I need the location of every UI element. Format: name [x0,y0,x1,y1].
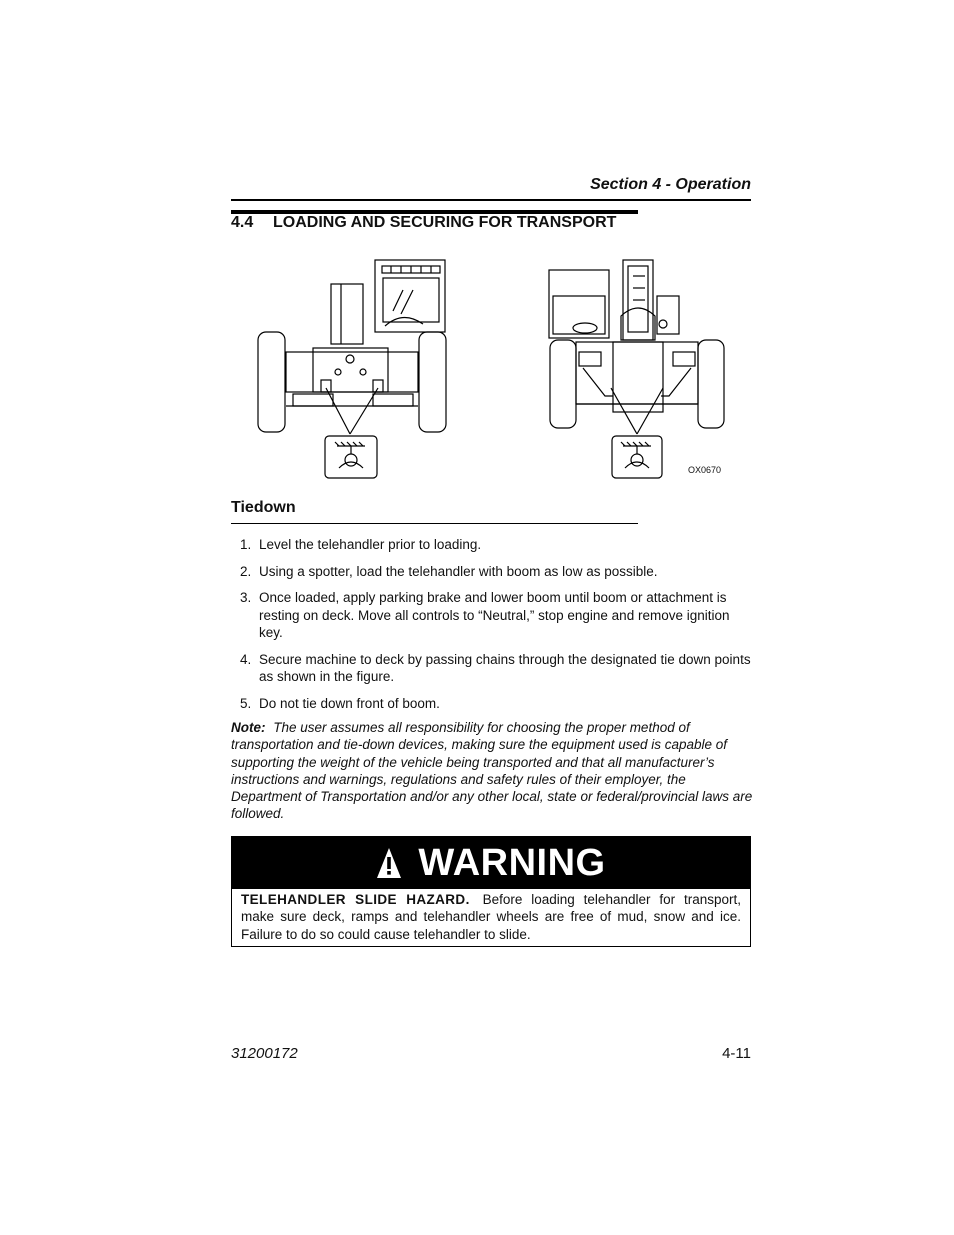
step-number: 2. [240,563,252,579]
step-number: 4. [240,651,252,667]
section-header: Section 4 - Operation [590,176,751,193]
page-number: 4-11 [722,1045,751,1062]
step-text: Using a spotter, load the telehandler with boom as low as possible. [259,563,658,579]
header-rule [231,199,751,201]
machine-rear-view [258,260,446,478]
warning-title: WARNING [418,841,606,884]
warning-banner [232,837,750,889]
step-text: Secure machine to deck by passing chains through the designated tie down points as shown in the figure. [259,651,751,684]
warning-body [232,889,750,943]
warning-lead: TELEHANDLER SLIDE HAZARD. [241,892,470,907]
list-item [240,589,752,642]
figure-code: OX0670 [688,465,722,475]
machine-front-view [549,260,724,478]
list-item [240,651,752,686]
warning-triangle-icon [376,847,402,879]
warning-text: Before loading telehandler for transport, make sure deck, ramps and telehandler wheels are free of mud, snow and ice. Failure to do so could cause telehandler to slide. [241,892,741,942]
note-label: Note: [231,720,266,735]
section-title-text: LOADING AND SECURING FOR TRANSPORT [273,214,617,231]
step-number: 3. [240,590,252,605]
list-item [240,695,752,713]
step-text: Level the telehandler prior to loading. [259,537,482,552]
warning-box [231,836,751,947]
tiedown-rule [231,523,638,524]
tiedown-figure [253,256,733,484]
step-text: Do not tie down front of boom. [259,695,440,711]
list-item [240,563,752,581]
section-title [231,214,616,232]
note-paragraph [231,719,753,823]
section-number: 4.4 [231,214,254,231]
tiedown-heading: Tiedown [231,499,296,516]
step-text: Once loaded, apply parking brake and lower boom until boom or attachment is resting on deck. Move all controls to “Neutral,” stop engine and remove ignition key. [259,590,730,640]
note-text: The user assumes all responsibility for choosing the proper method of transportation and tie-down devices, making sure the equipment used is capable of supporting the weight of the vehicle being transported and that all manufacturer’s instructions and warnings, regulations and safety rules of their employer, the Department of Transportation and/or any other local, state or federal/provincial laws are followed. [231,720,753,822]
document-number: 31200172 [231,1045,298,1062]
step-number: 1. [240,537,252,552]
step-number: 5. [240,695,252,711]
list-item [240,536,752,554]
tiedown-steps [240,536,752,721]
